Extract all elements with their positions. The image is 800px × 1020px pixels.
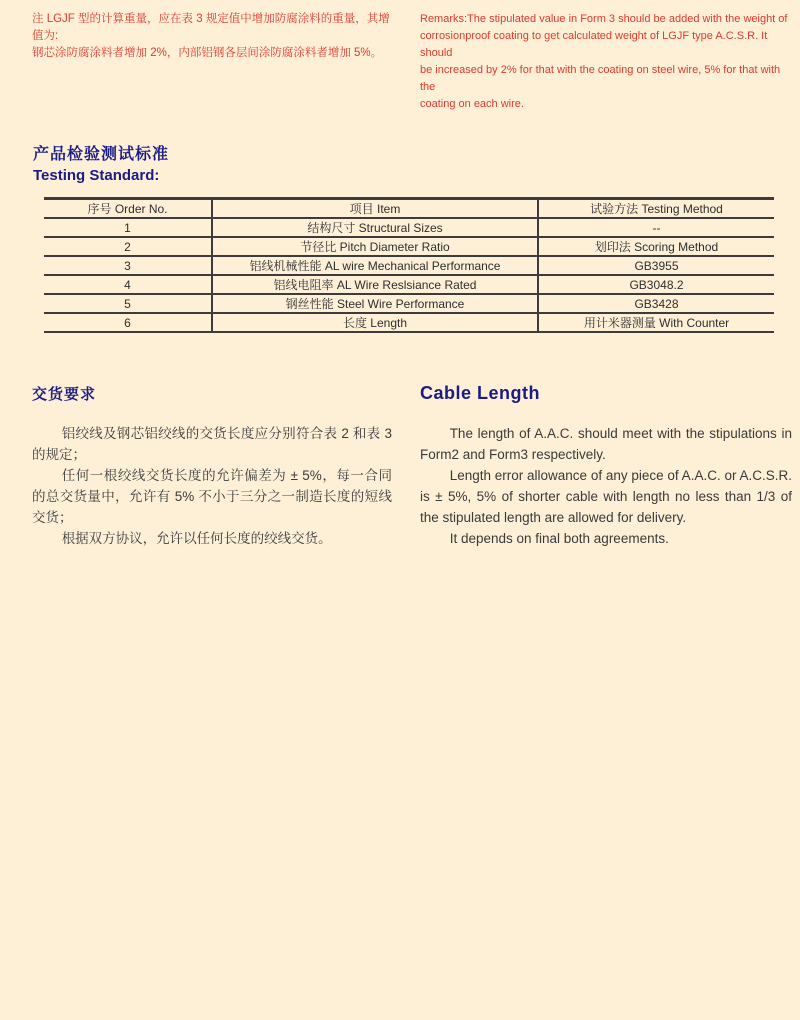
header-testing-method: 试验方法 Testing Method bbox=[538, 199, 774, 219]
cable-length-column bbox=[420, 383, 792, 549]
paragraph: 任何一根绞线交货长度的允许偏差为 ± 5%，每一合同的总交货量中，允许有 5% 不小于三分之一制造长度的短线交货； bbox=[32, 468, 392, 525]
cell-method: GB3048.2 bbox=[538, 275, 774, 294]
cell-order-no: 2 bbox=[44, 237, 212, 256]
delivery-requirements-title: 交货要求 bbox=[32, 386, 97, 403]
cable-length-body bbox=[420, 423, 792, 549]
english-remark-line: coating on each wire. bbox=[420, 98, 524, 110]
table-row bbox=[44, 313, 774, 332]
section-title-chinese: 产品检验测试标准 bbox=[33, 146, 170, 163]
english-remark-line: Remarks:The stipulated value in Form 3 should be added with the weight of bbox=[420, 13, 788, 25]
paragraph: 根据双方协议，允许以任何长度的绞线交货。 bbox=[61, 531, 332, 546]
table-row bbox=[44, 218, 774, 237]
lower-section bbox=[0, 383, 800, 549]
table-row bbox=[44, 294, 774, 313]
testing-standard-table bbox=[44, 197, 774, 333]
cell-item: 钢丝性能 Steel Wire Performance bbox=[212, 294, 538, 313]
paragraph: 铝绞线及钢芯铝绞线的交货长度应分别符合表 2 和表 3 的规定； bbox=[32, 426, 392, 462]
cell-item: 铝线电阻率 AL Wire Reslsiance Rated bbox=[212, 275, 538, 294]
cell-order-no: 1 bbox=[44, 218, 212, 237]
chinese-remark-note bbox=[32, 11, 394, 113]
cell-item: 长度 Length bbox=[212, 313, 538, 332]
cell-method: GB3955 bbox=[538, 256, 774, 275]
cell-item: 节径比 Pitch Diameter Ratio bbox=[212, 237, 538, 256]
cell-method: GB3428 bbox=[538, 294, 774, 313]
cell-method: 用计米器测量 With Counter bbox=[538, 313, 774, 332]
cable-length-title: Cable Length bbox=[420, 383, 541, 403]
english-remark-line: corrosionproof coating to get calculated weight of LGJF type A.C.S.R. It should bbox=[420, 30, 768, 59]
english-remark-line: be increased by 2% for that with the coating on steel wire, 5% for that with the bbox=[420, 64, 781, 93]
top-notes bbox=[0, 0, 800, 113]
paragraph: Length error allowance of any piece of A.A.C. or A.C.S.R. is ± 5%, 5% of shorter cable with length no less than 1/3 of the stipulated length are allowed for delivery. bbox=[420, 468, 792, 525]
cell-order-no: 5 bbox=[44, 294, 212, 313]
testing-standard-heading bbox=[33, 141, 800, 184]
cell-method: -- bbox=[538, 218, 774, 237]
paragraph: It depends on final both agreements. bbox=[449, 531, 669, 546]
header-item: 项目 Item bbox=[212, 199, 538, 219]
chinese-remark-line: 注 LGJF 型的计算重量，应在表 3 规定值中增加防腐涂料的重量，其增值为: bbox=[32, 13, 390, 42]
table-header-row bbox=[44, 199, 774, 219]
cell-order-no: 6 bbox=[44, 313, 212, 332]
delivery-requirements-body bbox=[32, 423, 392, 549]
table-row bbox=[44, 256, 774, 275]
chinese-remark-line: 钢芯涂防腐涂料者增加 2%，内部铝钢各层间涂防腐涂料者增加 5%。 bbox=[32, 47, 383, 59]
cell-method: 划印法 Scoring Method bbox=[538, 237, 774, 256]
header-order-no: 序号 Order No. bbox=[44, 199, 212, 219]
table-row bbox=[44, 275, 774, 294]
delivery-requirements-column bbox=[32, 383, 392, 549]
paragraph: The length of A.A.C. should meet with the stipulations in Form2 and Form3 respectively. bbox=[420, 426, 792, 462]
cell-item: 结构尺寸 Structural Sizes bbox=[212, 218, 538, 237]
cell-order-no: 4 bbox=[44, 275, 212, 294]
table-row bbox=[44, 237, 774, 256]
cell-item: 铝线机械性能 AL wire Mechanical Performance bbox=[212, 256, 538, 275]
cell-order-no: 3 bbox=[44, 256, 212, 275]
english-remark-note bbox=[420, 11, 792, 113]
section-title-english: Testing Standard: bbox=[33, 167, 160, 184]
